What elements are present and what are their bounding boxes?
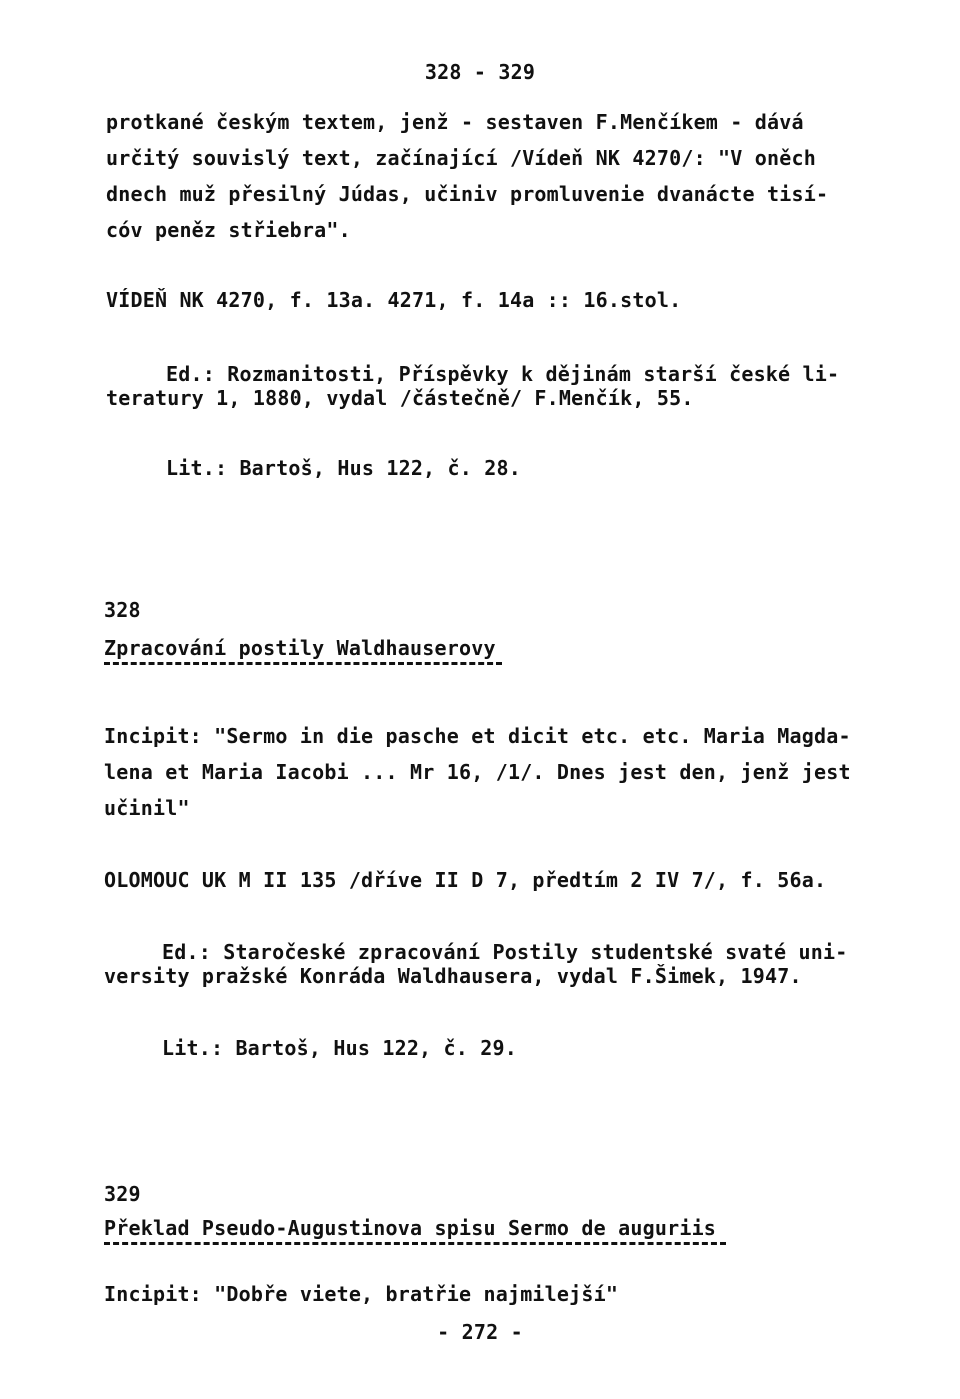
- page-footer: - 272 -: [437, 1320, 523, 1344]
- entry-329-title-underline: [104, 1242, 726, 1245]
- entry-328-incipit-line-2: lena et Maria Iacobi ... Mr 16, /1/. Dnes jest den, jenž jest: [104, 760, 851, 784]
- entry-328-incipit-line-3: učinil": [104, 796, 190, 820]
- entry-328-edition-line-1: Ed.: Staročeské zpracování Postily studentské svaté uni-: [162, 940, 848, 964]
- entry-329-title: Překlad Pseudo-Augustinova spisu Sermo de auguriis: [104, 1216, 717, 1240]
- entry-328-manuscript: OLOMOUC UK M II 135 /dříve II D 7, předtím 2 IV 7/, f. 56a.: [104, 868, 827, 892]
- intro-manuscript: VÍDEŇ NK 4270, f. 13a. 4271, f. 14a :: 16.stol.: [106, 288, 682, 312]
- intro-literature: Lit.: Bartoš, Hus 122, č. 28.: [166, 456, 521, 480]
- intro-line-1: protkané českým textem, jenž - sestaven F.Menčíkem - dává: [106, 110, 804, 134]
- entry-329-incipit: Incipit: "Dobře viete, bratřie najmilejší": [104, 1282, 619, 1306]
- entry-329-number: 329: [104, 1182, 141, 1206]
- intro-line-3: dnech muž přesilný Júdas, učiniv promluvenie dvanácte tisí-: [106, 182, 829, 206]
- entry-328-edition-line-2: versity pražské Konráda Waldhausera, vydal F.Šimek, 1947.: [104, 964, 802, 988]
- intro-line-2: určitý souvislý text, začínající /Vídeň NK 4270/: "V oněch: [106, 146, 816, 170]
- entry-328-number: 328: [104, 598, 141, 622]
- entry-328-literature: Lit.: Bartoš, Hus 122, č. 29.: [162, 1036, 517, 1060]
- intro-line-4: cóv peněz střiebra".: [106, 218, 351, 242]
- intro-edition-line-2: teratury 1, 1880, vydal /částečně/ F.Menčík, 55.: [106, 386, 694, 410]
- intro-edition-line-1: Ed.: Rozmanitosti, Příspěvky k dějinám starší české li-: [166, 362, 840, 386]
- entry-328-title: Zpracování postily Waldhauserovy: [104, 636, 496, 660]
- page-header: 328 - 329: [424, 60, 536, 84]
- entry-328-incipit-line-1: Incipit: "Sermo in die pasche et dicit etc. etc. Maria Magda-: [104, 724, 851, 748]
- entry-328-title-underline: [104, 662, 502, 665]
